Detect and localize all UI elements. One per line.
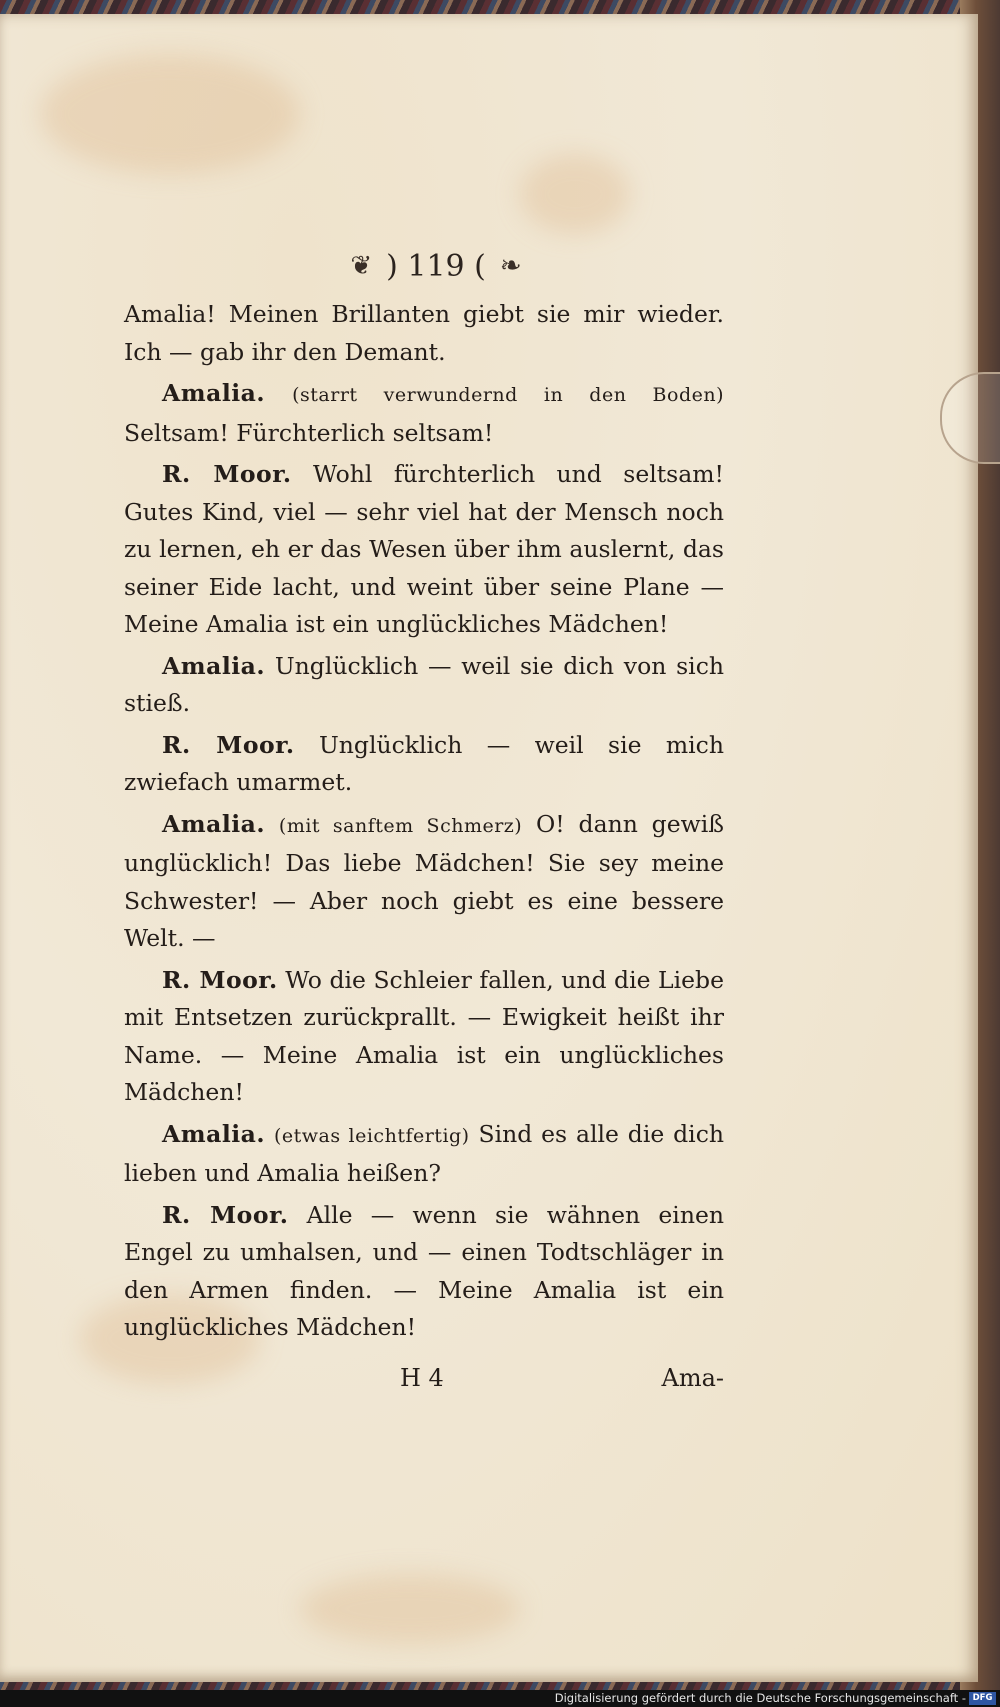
left-ornament-icon: ❦ [350,251,373,281]
stage-direction: (etwas leichtfertig) [273,1124,470,1147]
paragraph-text: Alle — wenn sie wähnen einen Engel zu umhalsen, und — einen Todtschläger in den Armen finden. — Meine Amalia ist ein unglückliches Mädchen! [124,1200,724,1341]
right-ornament-icon: ❧ [499,251,522,281]
paragraph [124,806,724,958]
paper-stain [40,54,300,174]
paragraph-text: Unglücklich — weil sie dich von sich stieß. [124,651,724,717]
body-text [124,296,724,1347]
book-page [0,14,978,1682]
paragraph [124,1197,724,1347]
paragraph-text: O! dann gewiß unglücklich! Das liebe Mädchen! Sie sey meine Schwester! — Aber noch giebt es eine bessere Welt. — [124,809,724,952]
page-footer [124,1364,724,1404]
stage-direction: (mit sanftem Schmerz) [278,814,523,837]
speaker-name: Amalia. [162,379,266,407]
paragraph-text: Wohl fürchterlich und seltsam! Gutes Kind, viel — sehr viel hat der Mensch noch zu lernen, eh er das Wesen über ihm auslernt, das seiner Eide lacht, und weint über seine Plane — Meine Amalia ist ein unglückliches Mädchen! [124,460,724,638]
paragraph-text: Seltsam! Fürchterlich seltsam! [124,418,494,447]
paragraph [124,727,724,802]
paragraph [124,962,724,1112]
speaker-name: R. Moor. [162,1200,289,1229]
paragraph [124,648,724,723]
paragraph-text: Amalia! Meinen Brillanten giebt sie mir wieder. Ich — gab ihr den Demant. [124,300,724,366]
speaker-name: Amalia. [162,809,266,838]
speaker-name: R. Moor. [162,965,278,994]
speaker-name: Amalia. [162,651,266,680]
page-header [316,246,556,286]
paper-stain [520,154,630,234]
paragraph [124,375,724,452]
speaker-name: R. Moor. [162,730,295,759]
page-number: ) 119 ( [386,248,486,284]
speaker-name: Amalia. [162,1119,266,1148]
paragraph [124,296,724,371]
dfg-logo: DFG [969,1692,996,1705]
credit-text: Digitalisierung gefördert durch die Deutsche Forschungsgemeinschaft - [554,1691,966,1705]
paragraph-text: Sind es alle die dich lieben und Amalia heißen? [124,1119,724,1187]
paper-stain [300,1574,520,1644]
paragraph [124,456,724,644]
speaker-name: R. Moor. [162,460,292,488]
catchword: Ama- [661,1364,724,1392]
stage-direction: (starrt verwundernd in den Boden) [292,384,724,406]
credit-bar [0,1690,1000,1707]
paragraph-text: Wo die Schleier fallen, und die Liebe mit Entsetzen zurückprallt. — Ewigkeit heißt ihr Name. — Meine Amalia ist ein unglückliches Mädchen! [124,965,724,1106]
paragraph-text: Unglücklich — weil sie mich zwiefach umarmet. [124,730,724,796]
paragraph [124,1116,724,1193]
signature-mark: H 4 [400,1364,444,1392]
